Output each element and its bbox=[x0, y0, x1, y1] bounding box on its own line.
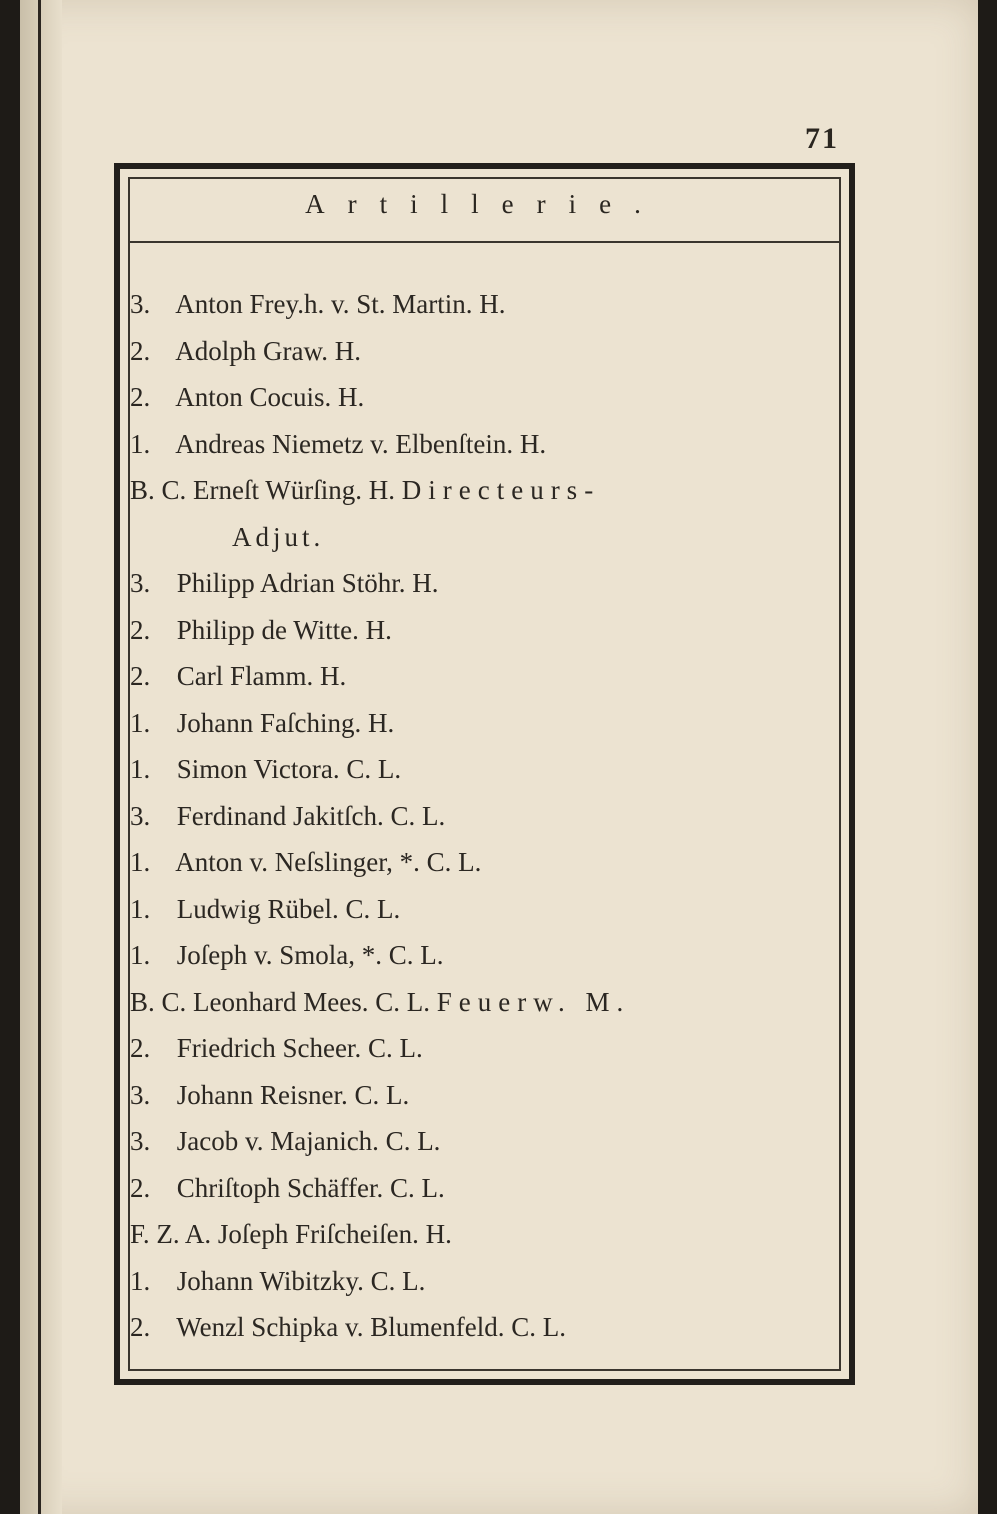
page-number: 71 bbox=[805, 122, 839, 155]
entry-line bbox=[130, 560, 830, 607]
entry-line bbox=[130, 700, 830, 747]
entry-class: 1. bbox=[130, 847, 151, 877]
entry-line bbox=[130, 281, 830, 328]
entry-line bbox=[130, 467, 830, 514]
entry-class: 2. bbox=[130, 1312, 151, 1342]
entry-list bbox=[130, 281, 830, 1351]
entry-class: 1. bbox=[130, 707, 151, 738]
entry-class: 3. bbox=[130, 1079, 151, 1110]
entry-class: 2. bbox=[130, 661, 151, 691]
entry-rank: Feuerw. M. bbox=[436, 986, 631, 1017]
entry-text: Ferdinand Jakitſch. C. L. bbox=[176, 800, 446, 831]
entry-text: Joſeph v. Smola, *. C. L. bbox=[176, 940, 444, 970]
entry-class: B. C. bbox=[130, 475, 187, 505]
spine-line bbox=[38, 0, 41, 1514]
book-page bbox=[20, 0, 978, 1514]
entry-text: Joſeph Friſcheiſen. H. bbox=[217, 1219, 452, 1249]
entry-line bbox=[130, 421, 830, 468]
entry-class: 1. bbox=[130, 893, 151, 924]
entry-class: 2. bbox=[130, 335, 151, 366]
entry-text: Anton Cocuis. H. bbox=[175, 382, 365, 412]
entry-line bbox=[130, 1258, 830, 1305]
entry-text: Philipp de Witte. H. bbox=[176, 614, 392, 645]
entry-line bbox=[130, 1211, 830, 1258]
entry-text: Carl Flamm. H. bbox=[176, 661, 347, 691]
header-rule bbox=[128, 241, 841, 243]
entry-line bbox=[130, 886, 830, 933]
entry-line bbox=[130, 607, 830, 654]
entry-class: 1. bbox=[130, 754, 151, 784]
entry-line bbox=[130, 746, 830, 793]
entry-class: 3. bbox=[130, 568, 151, 598]
entry-class: 2. bbox=[130, 614, 151, 645]
entry-text: Philipp Adrian Stöhr. H. bbox=[176, 568, 439, 598]
entry-line bbox=[130, 932, 830, 979]
entry-text: Adjut. bbox=[232, 521, 325, 552]
entry-class: 1. bbox=[130, 940, 151, 970]
entry-text: Adolph Graw. H. bbox=[175, 335, 361, 366]
entry-text: Ludwig Rübel. C. L. bbox=[176, 893, 401, 924]
entry-line bbox=[130, 839, 830, 886]
entry-text: Johann Wibitzky. C. L. bbox=[176, 1265, 426, 1296]
entry-text: Johann Reisner. C. L. bbox=[176, 1079, 410, 1110]
entry-text: Wenzl Schipka v. Blumenfeld. C. L. bbox=[176, 1312, 567, 1342]
entry-text: Erneſt Würſing. H. bbox=[193, 475, 395, 505]
entry-class: 1. bbox=[130, 1265, 151, 1296]
entry-line bbox=[130, 1118, 830, 1165]
entry-continuation bbox=[130, 514, 830, 561]
entry-line bbox=[130, 374, 830, 421]
entry-class: 3. bbox=[130, 800, 151, 831]
entry-text: Johann Faſching. H. bbox=[176, 707, 395, 738]
entry-class: 2. bbox=[130, 382, 151, 412]
entry-class: 1. bbox=[130, 428, 151, 459]
entry-class: F. Z. A. bbox=[130, 1219, 212, 1249]
entry-class: 2. bbox=[130, 1033, 151, 1063]
entry-line bbox=[130, 793, 830, 840]
entry-line bbox=[130, 1025, 830, 1072]
entry-class: 3. bbox=[130, 1126, 151, 1156]
entry-line bbox=[130, 1304, 830, 1351]
entry-text: Friedrich Scheer. C. L. bbox=[176, 1033, 423, 1063]
table-frame bbox=[114, 163, 855, 1385]
entry-line bbox=[130, 1072, 830, 1119]
entry-line bbox=[130, 328, 830, 375]
page-gutter bbox=[20, 0, 62, 1514]
entry-rank: Directeurs- bbox=[401, 475, 601, 505]
entry-text: Anton Frey.h. v. St. Martin. H. bbox=[175, 289, 506, 319]
entry-text: Leonhard Mees. C. L. bbox=[193, 986, 430, 1017]
entry-text: Jacob v. Majanich. C. L. bbox=[176, 1126, 441, 1156]
entry-line bbox=[130, 1165, 830, 1212]
entry-text: Anton v. Neſslinger, *. C. L. bbox=[175, 847, 482, 877]
entry-line bbox=[130, 653, 830, 700]
section-header: Artillerie. bbox=[305, 189, 664, 219]
entry-line bbox=[130, 979, 830, 1026]
entry-class: B. C. bbox=[130, 986, 187, 1017]
entry-class: 2. bbox=[130, 1172, 151, 1203]
entry-class: 3. bbox=[130, 289, 151, 319]
entry-text: Simon Victora. C. L. bbox=[176, 754, 402, 784]
entry-text: Chriſtoph Schäffer. C. L. bbox=[176, 1172, 445, 1203]
entry-text: Andreas Niemetz v. Elbenſtein. H. bbox=[175, 428, 547, 459]
